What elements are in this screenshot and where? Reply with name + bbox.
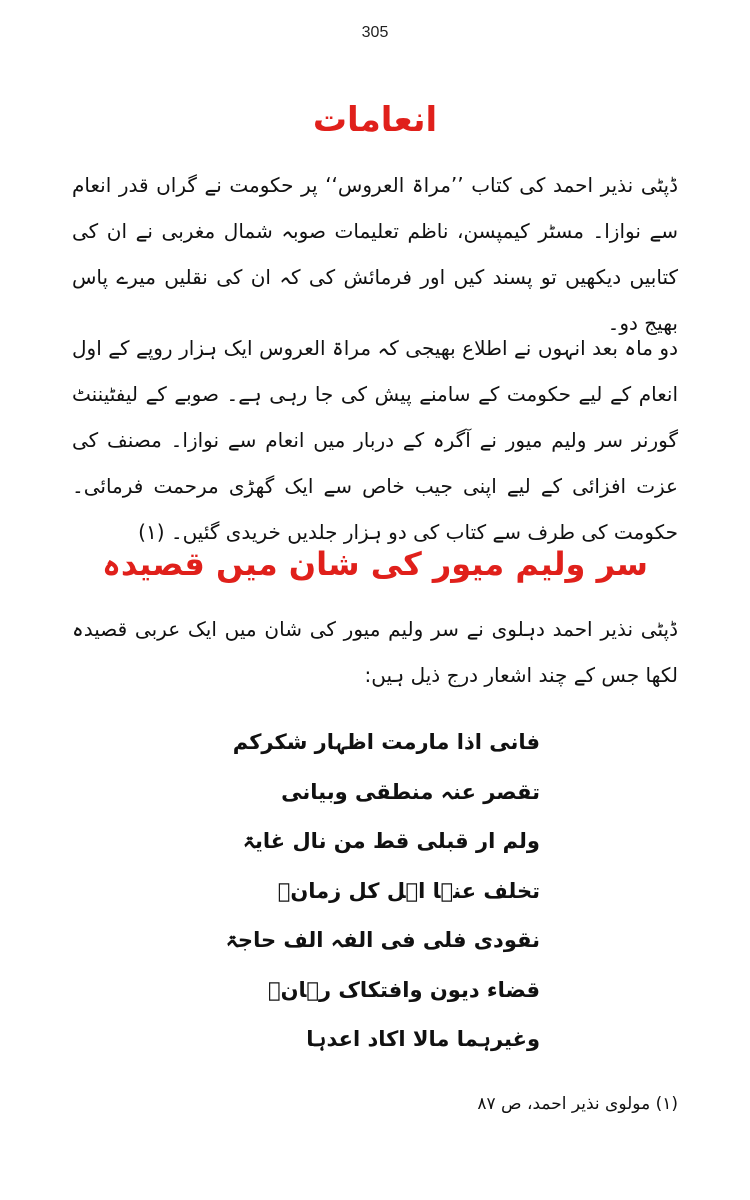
- section-title-qasida: سر ولیم میور کی شان میں قصیدہ: [102, 545, 648, 583]
- verse-line: ولم ار قبلی قط من نال غایۃ: [242, 829, 540, 853]
- page-number: 305: [361, 24, 389, 41]
- paragraph-rewards-detail: دو ماہ بعد انہوں نے اطلاع بھیجی کہ مراۃ العروس ایک ہزار روپے کے اول انعام کے لیے حکومت کے سامنے پیش کی جا رہی ہے۔ صوبے کے لیفٹیننٹ گورنر سر ولیم میور نے آگرہ کے دربار میں انعام سے نوازا۔ مصنف کی عزت افزائی کے لیے اپنی جیب خاص سے ایک گھڑی مرحمت فرمائی۔ حکومت کی طرف سے کتاب کی دو ہزار جلدیں خریدی گئیں۔ (۱): [72, 336, 678, 544]
- section-title-rewards: انعامات: [312, 100, 438, 140]
- footnote: (۱) مولوی نذیر احمد، ص ۸۷: [477, 1094, 678, 1114]
- verse-line: تخلف عنہا اہل کل زمانٖ: [277, 878, 540, 903]
- verse-line: فانی اذا مارمت اظہار شکرکم: [232, 730, 540, 754]
- verse-line: قضاء دیون وافتکاک رہانٖ: [267, 977, 540, 1002]
- paragraph-qasida-intro: ڈپٹی نذیر احمد دہلوی نے سر ولیم میور کی شان میں ایک عربی قصیدہ لکھا جس کے چند اشعار درج ذیل ہیں:: [72, 617, 678, 687]
- verse-line: وغیرہما مالا اکاد اعدہا: [306, 1027, 540, 1051]
- verse-list: [180, 718, 540, 1065]
- verse-line: نقودی فلی فی الفہ الف حاجۃ: [225, 928, 540, 952]
- paragraph-rewards-intro: ڈپٹی نذیر احمد کی کتاب ’’مراۃ العروس‘‘ پر حکومت نے گراں قدر انعام سے نوازا۔ مسٹر کیمپسن، ناظم تعلیمات صوبہ شمال مغربی نے ان کی کتابیں دیکھیں تو پسند کیں اور فرمائش کی کہ ان کی نقلیں میرے پاس بھیج دو۔: [72, 173, 678, 335]
- verse-line: تقصر عنہ منطقی وبیانی: [281, 779, 540, 804]
